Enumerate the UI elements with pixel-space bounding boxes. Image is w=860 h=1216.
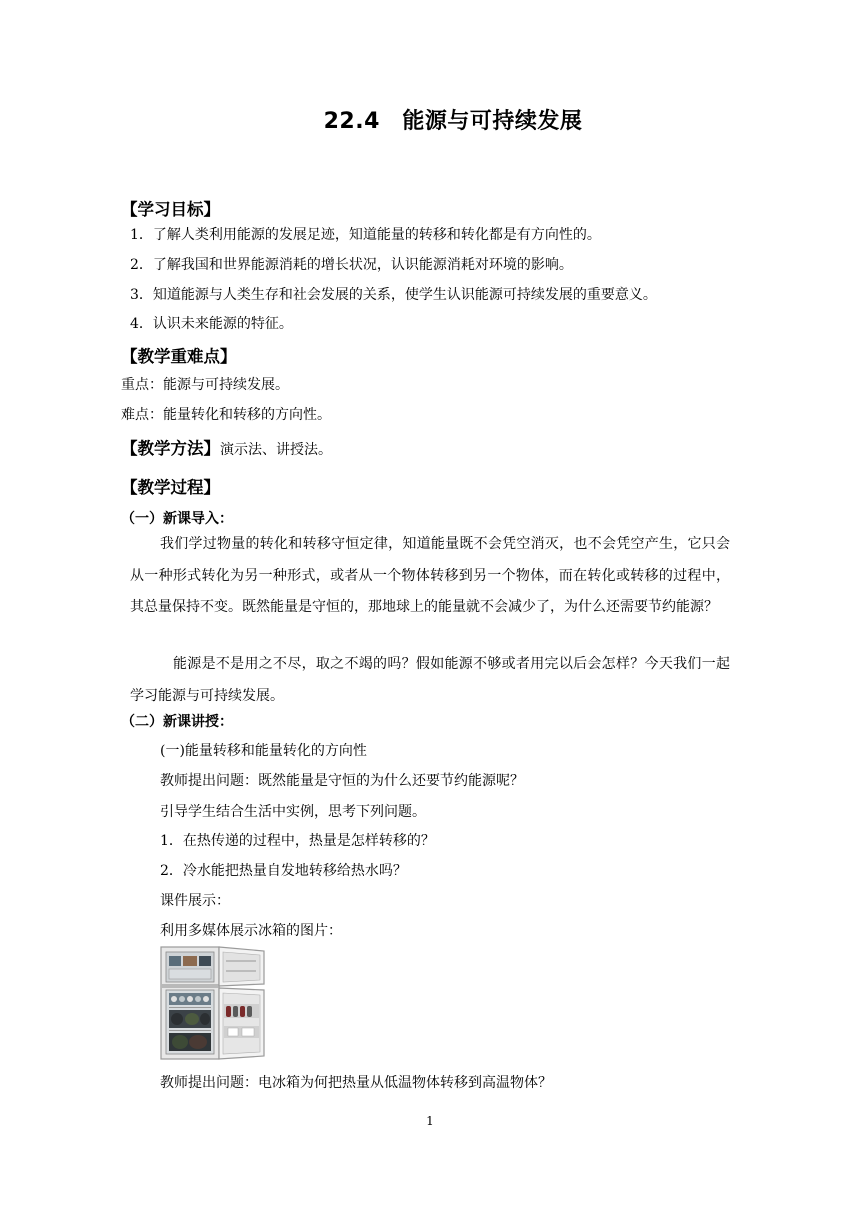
process-heading: 【教学过程】 — [121, 478, 220, 497]
keypoints-heading: 【教学重难点】 — [121, 347, 237, 366]
difficult-point: 难点：能量转化和转移的方向性。 — [121, 407, 331, 423]
refrigerator-image — [160, 944, 268, 1062]
lecture-line: 课件展示： — [160, 893, 230, 909]
lecture-line: 教师提出问题：既然能量是守恒的为什么还要节约能源呢？ — [160, 773, 524, 789]
section-subheading: (一)能量转移和能量转化的方向性 — [160, 743, 367, 759]
page-number: 1 — [426, 1114, 434, 1128]
goals-heading: 【学习目标】 — [121, 200, 220, 219]
goal-item: 1．了解人类利用能源的发展足迹，知道能量的转移和转化都是有方向性的。 — [130, 227, 601, 243]
intro-paragraph: 我们学过物量的转化和转移守恒定律，知道能量既不会凭空消灭，也不会凭空产生，它只会从一种形式转化为另一种形式，或者从一个物体转移到另一个物体，而在转化或转移的过程中，其总量保持不变。既然能量是守恒的，那地球上的能量就不会减少了，为什么还需要节约能源？ — [130, 536, 730, 615]
key-point: 重点：能源与可持续发展。 — [121, 377, 289, 393]
intro-heading: （一）新课导入： — [121, 511, 233, 527]
intro-paragraph-2: 能源是不是用之不尽，取之不竭的吗？假如能源不够或者用完以后会怎样？今天我们一起学习能源与可持续发展。 — [130, 656, 730, 704]
methods-text: 演示法、讲授法。 — [220, 442, 332, 458]
goal-item: 4．认识未来能源的特征。 — [130, 316, 293, 332]
goal-item: 3．知道能源与人类生存和社会发展的关系，使学生认识能源可持续发展的重要意义。 — [130, 287, 657, 303]
lecture-line: 1．在热传递的过程中，热量是怎样转移的？ — [160, 833, 435, 849]
goal-item: 2．了解我国和世界能源消耗的增长状况，认识能源消耗对环境的影响。 — [130, 257, 573, 273]
closing-question: 教师提出问题：电冰箱为何把热量从低温物体转移到高温物体？ — [160, 1075, 552, 1091]
methods-row — [121, 435, 332, 459]
lecture-line: 2．冷水能把热量自发地转移给热水吗？ — [160, 863, 407, 879]
lecture-heading: （二）新课讲授： — [121, 714, 233, 730]
page-title: 22.4 能源与可持续发展 — [323, 109, 583, 134]
lecture-line: 利用多媒体展示冰箱的图片： — [160, 923, 342, 939]
methods-heading: 【教学方法】 — [121, 439, 220, 458]
lecture-line: 引导学生结合生活中实例，思考下列问题。 — [160, 804, 426, 820]
